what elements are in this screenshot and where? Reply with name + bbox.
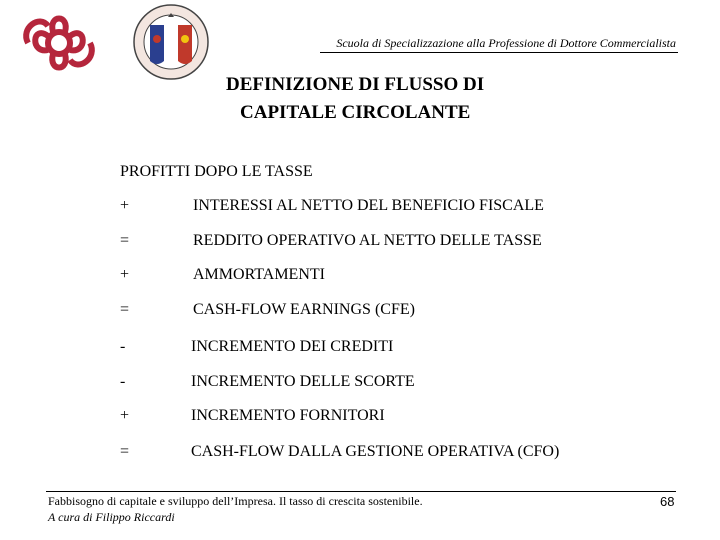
list-item: INCREMENTO DELLE SCORTE [191,373,415,390]
header-divider [320,52,678,53]
page-title-line2: CAPITALE CIRCOLANTE [240,102,471,123]
school-name: Scuola di Specializzazione alla Professione di Dottore Commercialista [336,36,676,50]
operator: - [120,373,126,390]
operator: + [120,266,130,283]
list-item: INTERESSI AL NETTO DEL BENEFICIO FISCALE [193,197,544,214]
page-number: 68 [660,494,675,509]
operator: + [120,407,130,424]
university-seal-icon [132,3,210,81]
operator: = [120,443,130,460]
operator: = [120,301,130,318]
operator: + [120,197,130,214]
list-item: AMMORTAMENTI [193,266,325,283]
list-item: INCREMENTO FORNITORI [191,407,385,424]
list-item: INCREMENTO DEI CREDITI [191,338,394,355]
footer-author: A cura di Filippo Riccardi [48,510,175,524]
lead-item: PROFITTI DOPO LE TASSE [120,163,313,180]
operator: - [120,338,126,355]
list-item: CASH-FLOW EARNINGS (CFE) [193,301,415,318]
footer-title: Fabbisogno di capitale e sviluppo dell’Impresa. Il tasso di crescita sostenibile. [48,494,423,508]
footer-divider [46,491,676,492]
operator: = [120,232,130,249]
page-title-line1: DEFINIZIONE DI FLUSSO DI [226,74,485,95]
list-item: REDDITO OPERATIVO AL NETTO DELLE TASSE [193,232,542,249]
list-item: CASH-FLOW DALLA GESTIONE OPERATIVA (CFO) [191,443,560,460]
order-logo-icon [18,6,100,80]
